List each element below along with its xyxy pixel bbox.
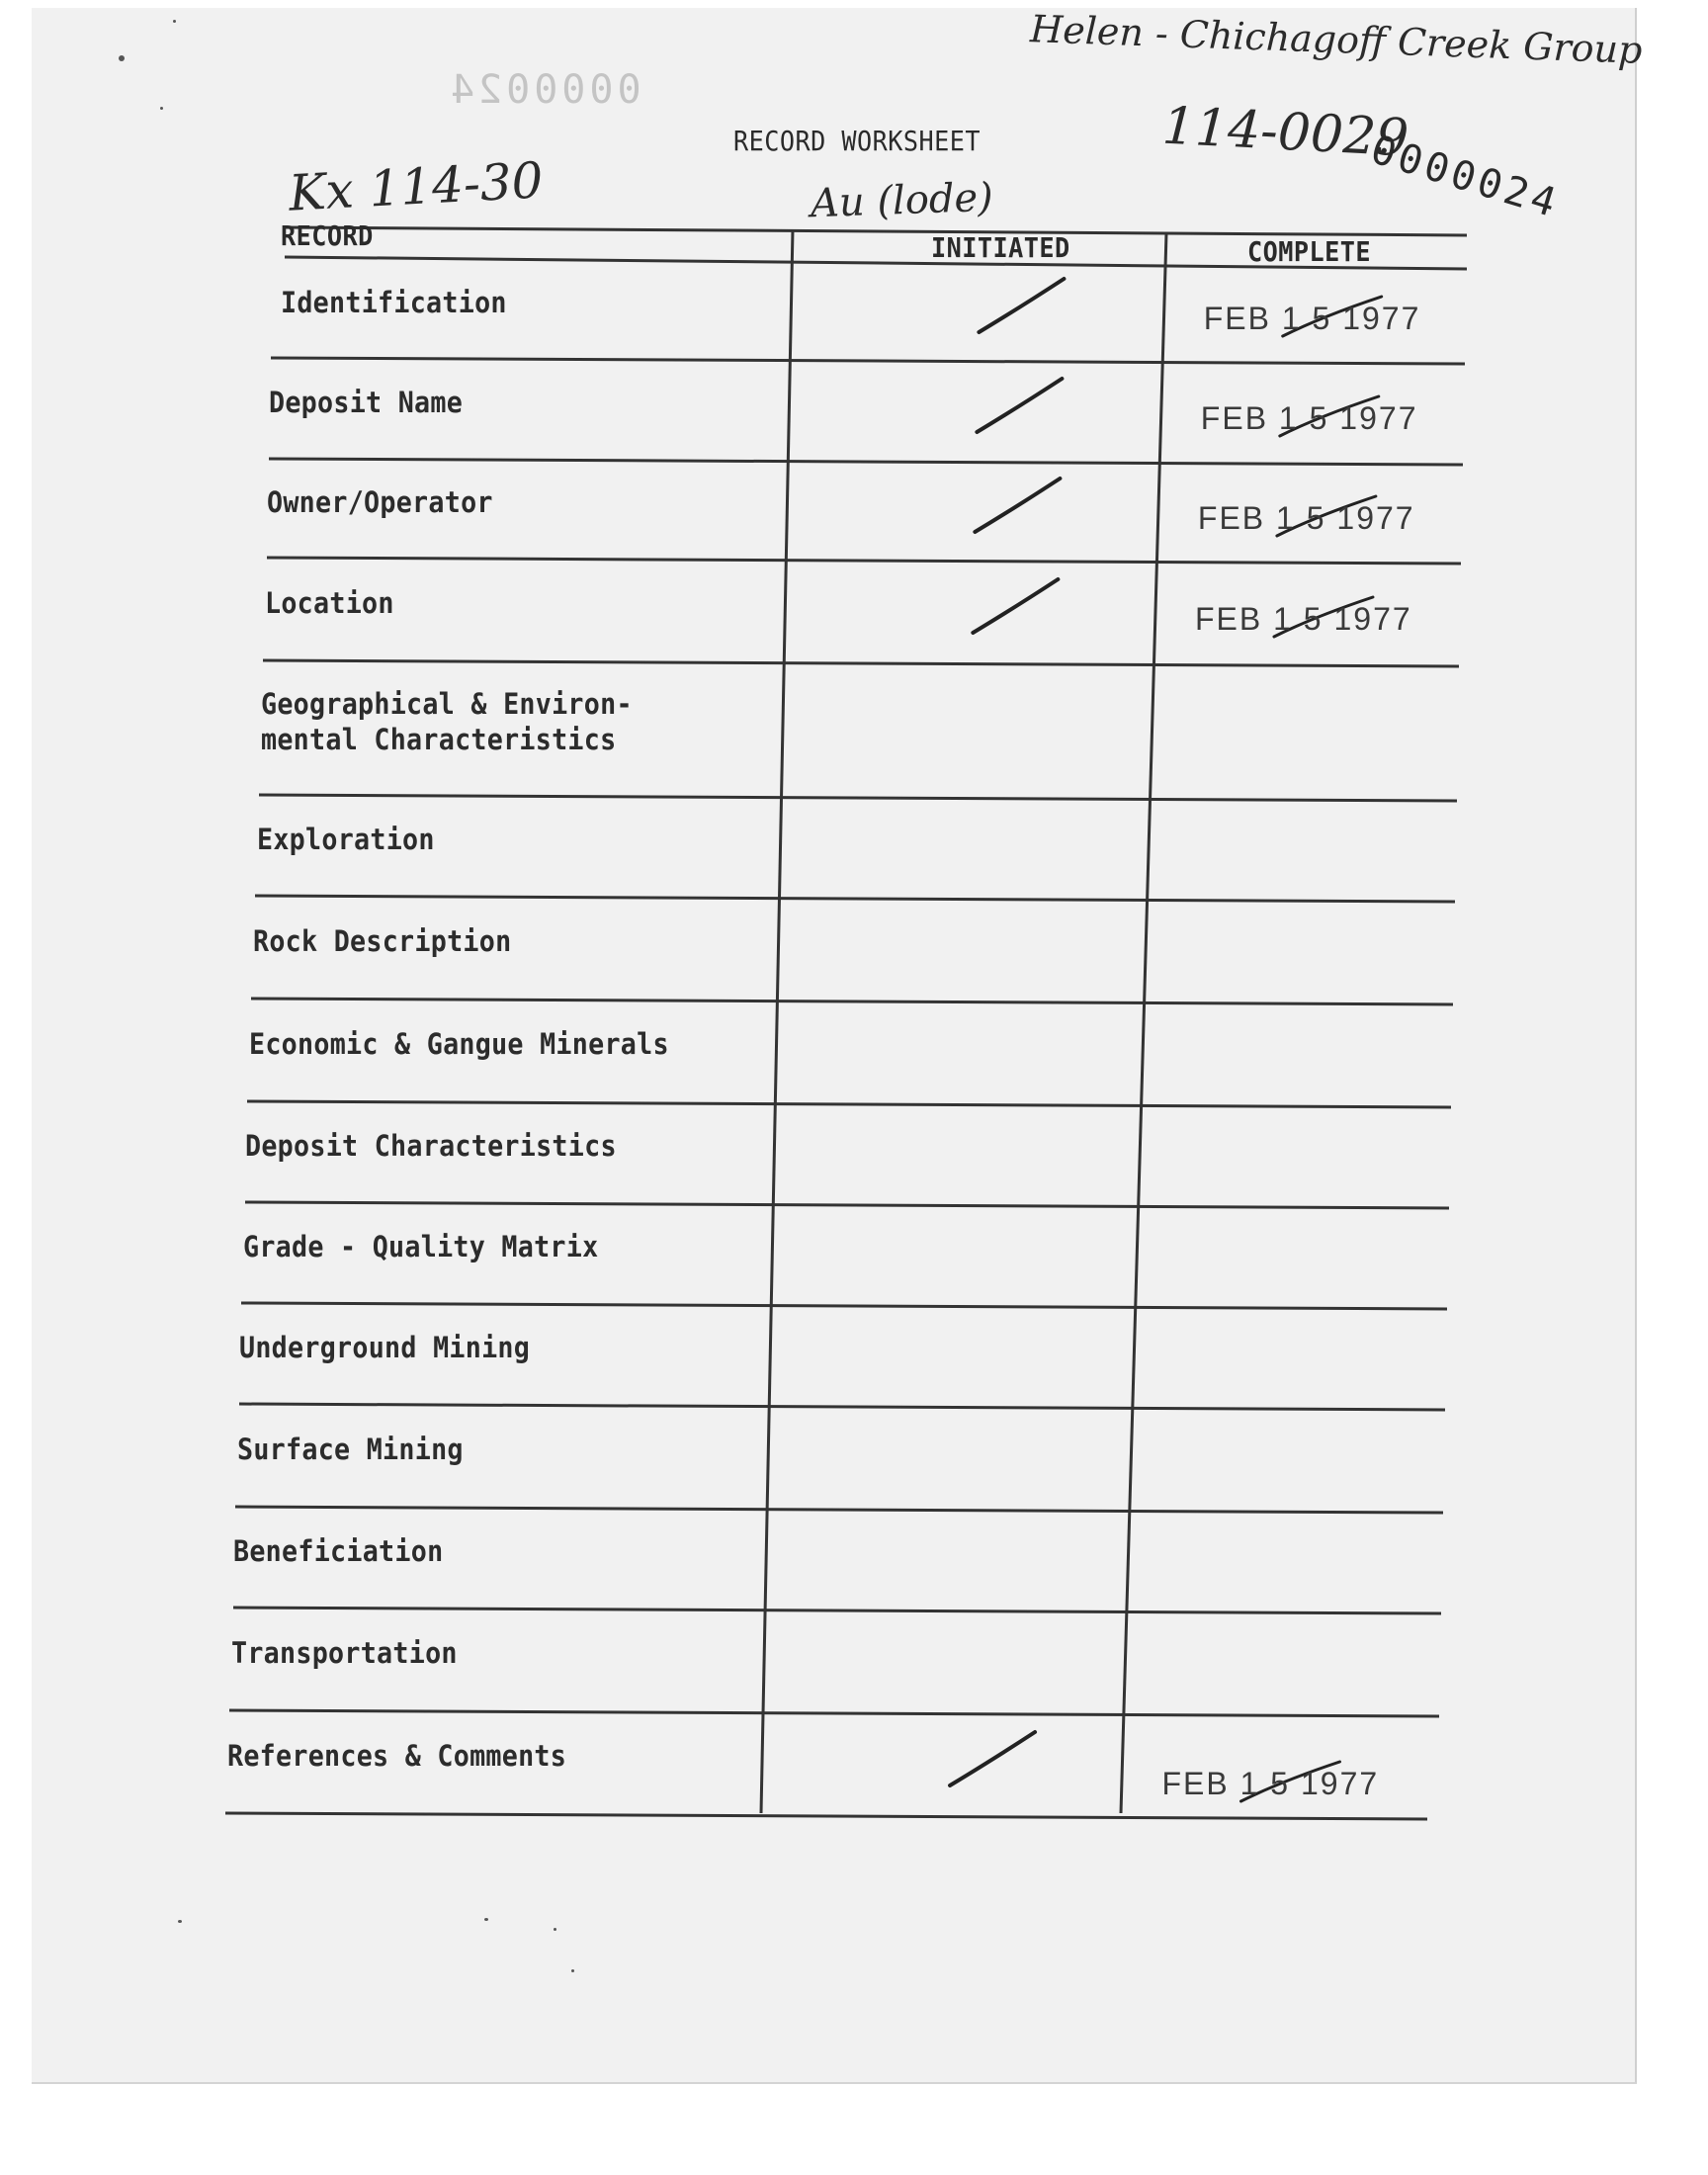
scan-speck [160, 107, 163, 110]
row-label: Rock Description [253, 924, 512, 958]
row-label: Location [265, 586, 394, 620]
kardex-number-handwritten: Kx 114-30 [287, 151, 545, 222]
row-label: References & Comments [227, 1739, 567, 1773]
complete-date-stamp: FEB 1 5 1977 [1203, 301, 1421, 336]
row-rule [259, 795, 1457, 801]
row-label: Exploration [257, 823, 435, 856]
scan-speck [173, 20, 176, 23]
complete-date-stamp: FEB 1 5 1977 [1194, 601, 1412, 637]
scan-speck [178, 1920, 182, 1923]
row-label: Deposit Name [269, 386, 464, 419]
doc-number-handwritten: 114-0029 [1160, 96, 1410, 169]
scan-speck [554, 1928, 556, 1931]
row-rule [271, 358, 1465, 364]
check-mark [973, 579, 1058, 633]
scan-speck [571, 1969, 574, 1972]
column-rule-initiated [761, 229, 793, 1813]
row-label: Economic & Gangue Minerals [249, 1027, 669, 1061]
bleed-through-stamp: 0000024 [447, 67, 641, 113]
row-label: Beneficiation [233, 1534, 444, 1568]
row-rule [245, 1202, 1449, 1208]
row-rule [263, 660, 1459, 666]
table-top-rule [285, 227, 1467, 235]
row-rule [267, 558, 1461, 564]
row-label: Geographical & Environ- mental Characteristics [261, 687, 633, 756]
row-rule [233, 1608, 1441, 1613]
column-header-complete: COMPLETE [1247, 235, 1371, 268]
check-mark [975, 478, 1060, 532]
page-title: RECORD WORKSHEET [733, 125, 981, 157]
check-mark [977, 379, 1062, 432]
row-label: Deposit Characteristics [245, 1129, 617, 1163]
row-rule [251, 999, 1453, 1004]
complete-date-stamp: FEB 1 5 1977 [1200, 400, 1418, 436]
check-mark [979, 279, 1064, 332]
row-rule [225, 1813, 1427, 1819]
scan-speck [119, 55, 125, 61]
column-header-record: RECORD [281, 219, 374, 252]
row-label: Owner/Operator [267, 485, 493, 519]
column-header-initiated: INITIATED [931, 231, 1070, 264]
row-rule [235, 1507, 1443, 1513]
column-rule-complete [1121, 233, 1166, 1813]
complete-date-stamp: FEB 1 5 1977 [1197, 500, 1415, 536]
row-rule [239, 1404, 1445, 1410]
row-label: Surface Mining [237, 1433, 464, 1466]
row-rule [241, 1303, 1447, 1309]
row-label: Grade - Quality Matrix [243, 1230, 599, 1263]
row-rule [247, 1101, 1451, 1107]
commodity-handwritten: Au (lode) [810, 174, 994, 227]
group-name-handwritten: Helen - Chichagoff Creek Group [1029, 7, 1644, 72]
row-label: Identification [281, 286, 507, 319]
row-rule [229, 1710, 1439, 1716]
complete-date-stamp: FEB 1 5 1977 [1161, 1766, 1380, 1801]
row-label: Underground Mining [239, 1331, 531, 1364]
scan-speck [484, 1918, 488, 1921]
check-mark [950, 1732, 1035, 1785]
row-rule [255, 896, 1455, 902]
row-rule [269, 459, 1463, 465]
row-label: Transportation [231, 1636, 458, 1670]
stamp-number: 0000024 [1365, 127, 1566, 227]
